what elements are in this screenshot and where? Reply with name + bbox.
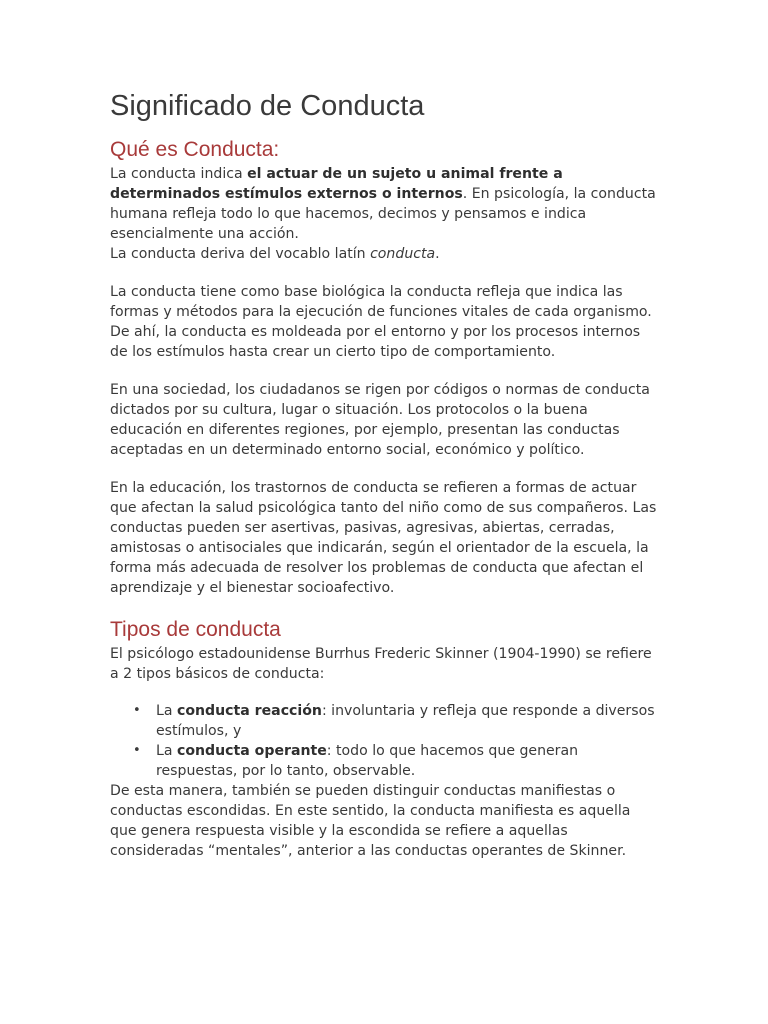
section-heading-tipos: Tipos de conducta	[110, 618, 281, 641]
text-span: La	[156, 703, 177, 719]
paragraph-society: En una sociedad, los ciudadanos se rigen por códigos o normas de conducta dictados por su cultura, lugar o situación. Los protocolos o la buena educación en diferentes regiones, por ejemplo, presentan las conductas aceptadas en un determinado entorno social, económico y político.	[110, 382, 650, 458]
list-item	[133, 701, 660, 741]
bold-text: conducta reacción	[176, 703, 322, 719]
text-span: .	[435, 246, 440, 262]
text-span: La	[156, 743, 177, 759]
bullet-icon: •	[133, 703, 141, 718]
italic-text: conducta	[370, 246, 436, 262]
bullet-icon: •	[133, 743, 141, 758]
paragraph-definition	[110, 164, 660, 244]
conduct-type-list	[110, 701, 660, 781]
paragraph-conclusion: De esta manera, también se pueden distinguir conductas manifiestas o conductas escondidas. En este sentido, la conducta manifiesta es aquella que genera respuesta visible y la escondida se refiere a aquellas consideradas “mentales”, anterior a las conductas operantes de Skinner.	[110, 783, 631, 859]
text-span: La conducta deriva del vocablo latín	[110, 246, 371, 262]
page-title: Significado de Conducta	[110, 90, 425, 122]
text-span: : involuntaria y refleja que responde a diversos estímulos, y	[156, 703, 655, 739]
paragraph-skinner-intro: El psicólogo estadounidense Burrhus Frederic Skinner (1904-1990) se refiere a 2 tipos básicos de conducta:	[110, 646, 652, 682]
text-span: La conducta indica	[110, 166, 248, 182]
paragraph-biology: La conducta tiene como base biológica la conducta refleja que indica las formas y métodos para la ejecución de funciones vitales de cada organismo. De ahí, la conducta es moldeada por el entorno y por los procesos internos de los estímulos hasta crear un cierto tipo de comportamiento.	[110, 284, 652, 360]
paragraph-education: En la educación, los trastornos de conducta se refieren a formas de actuar que afectan la salud psicológica tanto del niño como de sus compañeros. Las conductas pueden ser asertivas, pasivas, agresivas, abiertas, cerradas, amistosas o antisociales que indicarán, según el orientador de la escuela, la forma más adecuada de resolver los problemas de conducta que afectan el aprendizaje y el bienestar socioafectivo.	[110, 480, 657, 596]
list-item	[133, 741, 660, 781]
paragraph-etymology	[110, 244, 660, 264]
bold-text: conducta operante	[176, 743, 327, 759]
text-span: . En psicología, la conducta humana refleja todo lo que hacemos, decimos y pensamos e indica esencialmente una acción.	[110, 186, 656, 242]
bold-text: el actuar de un sujeto u animal frente a determinados estímulos externos o internos	[110, 166, 563, 202]
section-heading-que-es: Qué es Conducta:	[110, 138, 280, 161]
article-content	[110, 88, 660, 861]
text-span: : todo lo que hacemos que generan respuestas, por lo tanto, observable.	[156, 743, 579, 779]
